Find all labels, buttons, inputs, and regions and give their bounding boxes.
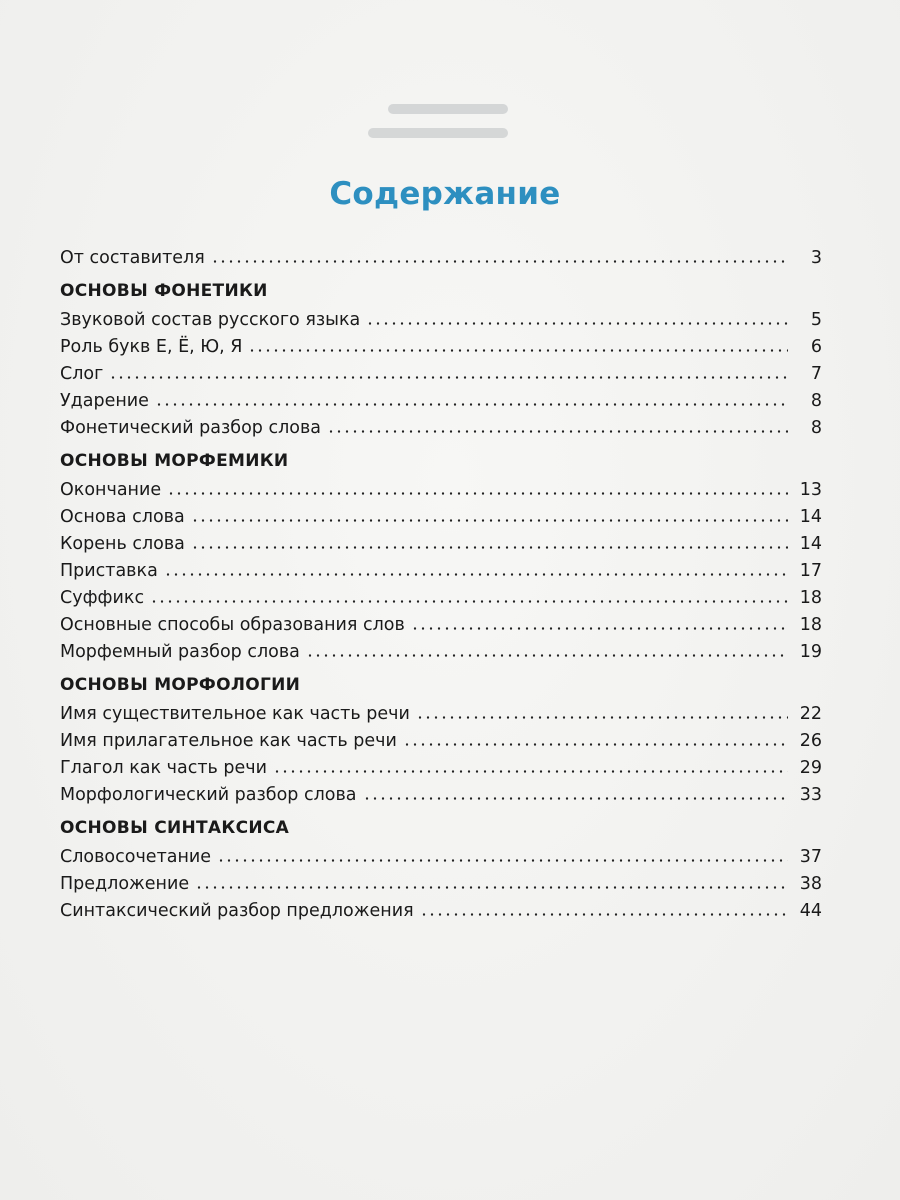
dot-leader: [195, 886, 788, 889]
toc-entry-page-number: 22: [799, 704, 822, 724]
toc-entry-page-number: 29: [799, 758, 822, 778]
dot-leader: [109, 376, 788, 379]
dot-leader: [403, 743, 788, 746]
toc-entry: [60, 752, 822, 779]
toc-entry-page-number: 18: [799, 615, 822, 635]
dot-leader: [155, 403, 788, 406]
toc-entry-label: Имя существительное как часть речи: [60, 704, 410, 724]
toc-entry: [60, 725, 822, 752]
toc-entry-page-number: 38: [799, 874, 822, 894]
toc-entry: [60, 868, 822, 895]
toc-entry-label: Звуковой состав русского языка: [60, 310, 361, 330]
dot-leader: [150, 600, 788, 603]
toc-entry-label: Слог: [60, 364, 104, 384]
toc-entry-label: Морфемный разбор слова: [60, 642, 300, 662]
dot-leader: [327, 430, 788, 433]
toc-entry-page-number: 3: [810, 248, 822, 268]
toc-entry-page-number: 13: [799, 480, 822, 500]
toc-entry-label: Корень слова: [60, 534, 185, 554]
toc-entry-label: От составителя: [60, 248, 205, 268]
toc-entry: [60, 609, 822, 636]
dot-leader: [167, 492, 788, 495]
toc-entry-page-number: 5: [810, 310, 822, 330]
toc-entry-page-number: 17: [799, 561, 822, 581]
toc-entry-page-number: 37: [799, 847, 822, 867]
dot-leader: [306, 654, 788, 657]
toc-entry: [60, 501, 822, 528]
dot-leader: [164, 573, 788, 576]
toc-entry: [60, 385, 822, 412]
toc-entry-label: Ударение: [60, 391, 149, 411]
section-heading: ОСНОВЫ МОРФЕМИКИ: [60, 451, 289, 471]
dot-leader: [217, 859, 788, 862]
dot-leader: [248, 349, 788, 352]
toc-entry-label: Основные способы образования слов: [60, 615, 405, 635]
toc-entry: [60, 841, 822, 868]
dot-leader: [420, 913, 788, 916]
toc-entry-page-number: 18: [799, 588, 822, 608]
toc-entry-page-number: 14: [799, 507, 822, 527]
toc-entry: [60, 895, 822, 922]
toc-entry-page-number: 26: [799, 731, 822, 751]
toc-entry: [60, 474, 822, 501]
toc-entry-page-number: 8: [810, 391, 822, 411]
toc-entry: [60, 555, 822, 582]
section-heading: ОСНОВЫ СИНТАКСИСА: [60, 818, 290, 838]
toc-entry: [60, 242, 822, 269]
toc-entry-label: Глагол как часть речи: [60, 758, 268, 778]
bleed-through-logo: [368, 98, 528, 158]
toc-entry-label: Синтаксический разбор предложения: [60, 901, 414, 921]
toc-entry-page-number: 44: [799, 901, 822, 921]
toc-entry-page-number: 8: [810, 418, 822, 438]
dot-leader: [273, 770, 788, 773]
toc-entry-page-number: 14: [799, 534, 822, 554]
page-title: Содержание: [329, 176, 561, 212]
table-of-contents: [60, 242, 822, 922]
section-heading: ОСНОВЫ МОРФОЛОГИИ: [60, 675, 301, 695]
toc-entry-label: Морфологический разбор слова: [60, 785, 357, 805]
dot-leader: [211, 260, 788, 263]
toc-entry-label: Окончание: [60, 480, 162, 500]
toc-entry-page-number: 7: [810, 364, 822, 384]
toc-entry: [60, 779, 822, 806]
dot-leader: [191, 546, 788, 549]
toc-entry-page-number: 33: [799, 785, 822, 805]
toc-entry-page-number: 6: [810, 337, 822, 357]
toc-entry: [60, 412, 822, 439]
toc-entry: [60, 582, 822, 609]
toc-entry: [60, 698, 822, 725]
toc-entry-label: Имя прилагательное как часть речи: [60, 731, 397, 751]
toc-entry: [60, 304, 822, 331]
toc-entry: [60, 636, 822, 663]
toc-entry-label: Роль букв Е, Ё, Ю, Я: [60, 337, 243, 357]
toc-entry-label: Приставка: [60, 561, 158, 581]
toc-entry: [60, 358, 822, 385]
toc-entry: [60, 331, 822, 358]
toc-entry-page-number: 19: [799, 642, 822, 662]
toc-entry-label: Основа слова: [60, 507, 185, 527]
dot-leader: [363, 797, 788, 800]
dot-leader: [191, 519, 788, 522]
toc-entry: [60, 528, 822, 555]
toc-entry-label: Суффикс: [60, 588, 145, 608]
toc-entry-label: Предложение: [60, 874, 190, 894]
dot-leader: [411, 627, 788, 630]
toc-entry-label: Фонетический разбор слова: [60, 418, 322, 438]
section-heading: ОСНОВЫ ФОНЕТИКИ: [60, 281, 268, 301]
dot-leader: [416, 716, 788, 719]
toc-entry-label: Словосочетание: [60, 847, 212, 867]
dot-leader: [366, 322, 788, 325]
